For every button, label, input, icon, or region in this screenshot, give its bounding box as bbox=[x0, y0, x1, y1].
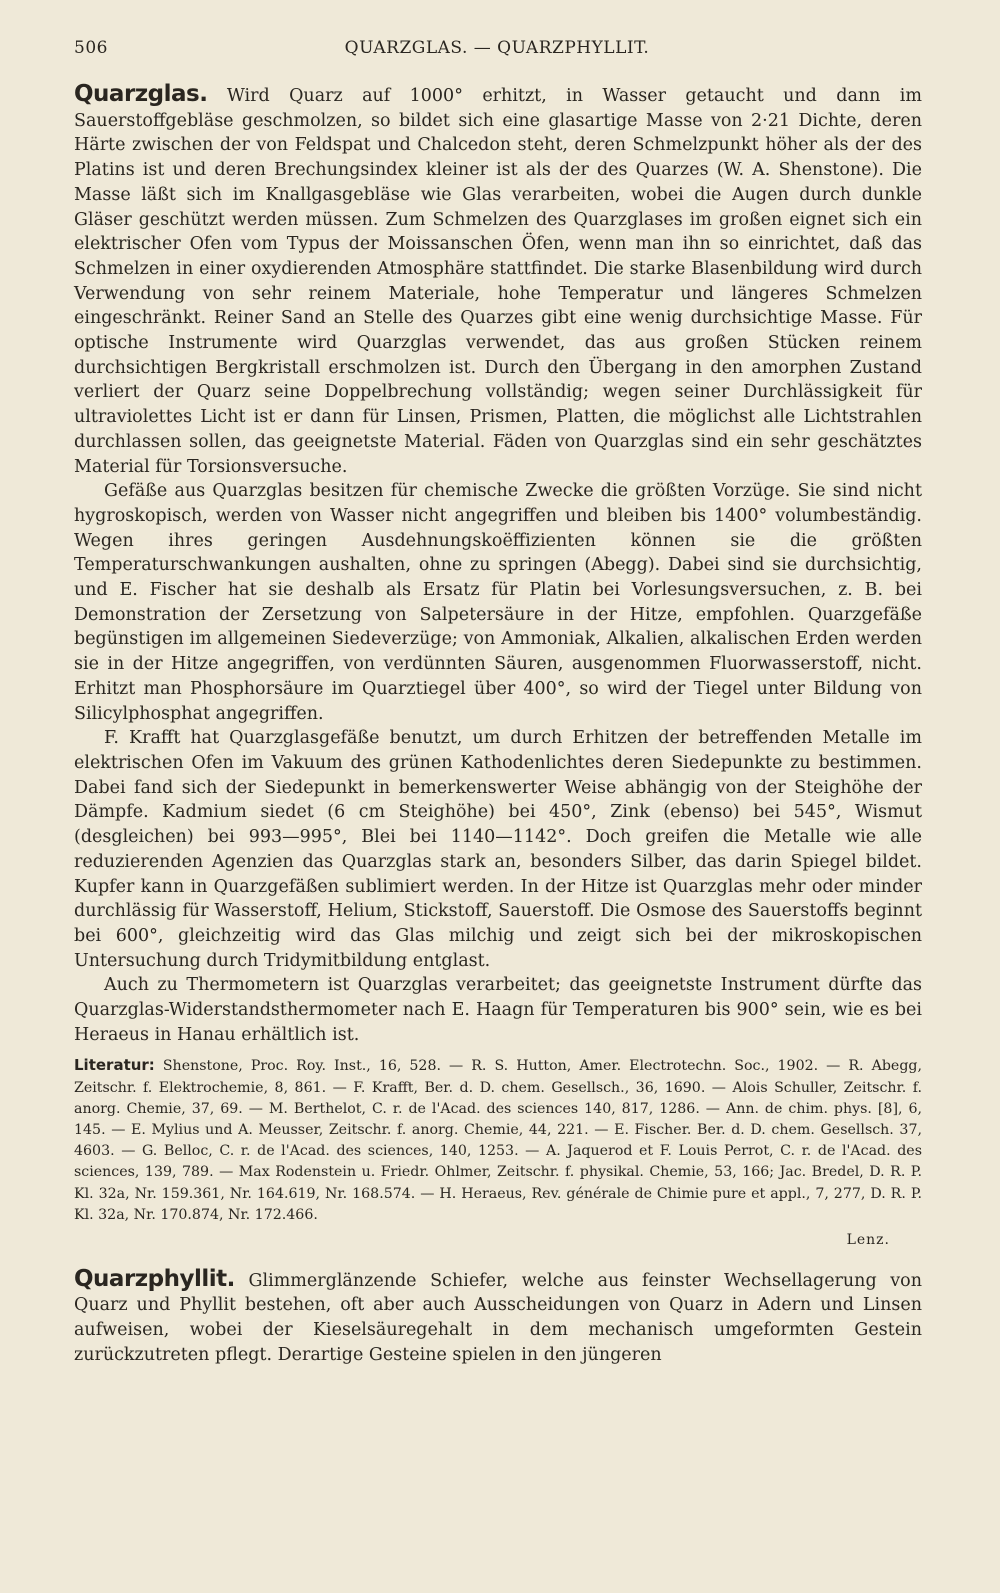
literature-references: Shenstone, Proc. Roy. Inst., 16, 528. — R. S. Hutton, Amer. Electrotechn. Soc., 1902. — R. Abegg, Zeitschr. f. Elektrochemie, 8, 861. — F. Krafft, Ber. d. D. chem. Gesellsch., 36, 1690. — Alois Schuller, Zeitschr. f. anorg. Chemie, 37, 69. — M. Berthelot, C. r. de l'Acad. des sciences 140, 817, 1286. — Ann. de chim. phys. [8], 6, 145. — E. Mylius und A. Meusser, Zeitschr. f. anorg. Chemie, 44, 221. — E. Fischer. Ber. d. D. chem. Gesellsch. 37, 4603. — G. Belloc, C. r. de l'Acad. des sciences, 140, 1253. — A. Jaquerod et F. Louis Perrot, C. r. de l'Acad. des sciences, 139, 789. — Max Rodenstein u. Friedr. Ohlmer, Zeitschr. f. physikal. Chemie, 53, 166; Jac. Bredel, D. R. P. Kl. 32a, Nr. 159.361, Nr. 164.619, Nr. 168.574. — H. Heraeus, Rev. générale de Chimie pure et appl., 7, 277, D. R. P. Kl. 32a, Nr. 170.874, Nr. 172.466. bbox=[74, 1058, 922, 1223]
running-title: QUARZGLAS. — QUARZPHYLLIT. bbox=[344, 38, 650, 58]
author-signature: Lenz. bbox=[846, 1232, 890, 1249]
paragraph: Auch zu Thermometern ist Quarzglas verarbeitet; das geeignetste Instrument dürfte das Quarzglas-Widerstandsthermometer nach E. Haagn für Temperaturen bis 900° sein, wie es bei Heraeus in Hanau erhältlich ist. bbox=[74, 975, 922, 1045]
entry-heading: Quarzphyllit. bbox=[74, 1265, 235, 1292]
literature-label: Literatur: bbox=[74, 1056, 155, 1075]
running-header bbox=[74, 38, 920, 68]
paragraph bbox=[74, 82, 922, 479]
literature-block bbox=[74, 1055, 922, 1226]
paragraph: F. Krafft hat Quarzglasgefäße benutzt, um durch Erhitzen der betreffenden Metalle im elektrischen Ofen im Vakuum des grünen Kathodenlichtes deren Siedepunkte zu bestimmen. Dabei fand sich der Siedepunkt in bemerkenswerter Weise abhängig von der Steighöhe der Dämpfe. Kadmium siedet (6 cm Steighöhe) bei 450°, Zink (ebenso) bei 545°, Wismut (desgleichen) bei 993—995°, Blei bei 1140—1142°. Doch greifen die Metalle wie alle reduzierenden Agenzien das Quarzglas stark an, besonders Silber, das darin Spiegel bildet. Kupfer kann in Quarzgefäßen sublimiert werden. In der Hitze ist Quarzglas mehr oder minder durchlässig für Wasserstoff, Helium, Stickstoff, Sauerstoff. Die Osmose des Sauerstoffs beginnt bei 600°, gleichzeitig wird das Glas milchig und zeigt sich bei der mikroskopischen Untersuchung durch Tridymitbildung entglast. bbox=[74, 728, 922, 971]
entry-quarzphyllit bbox=[74, 1267, 922, 1368]
paragraph-text: Glimmerglänzende Schiefer, welche aus feinster Wechsellagerung von Quarz und Phyllit bestehen, oft aber auch Ausscheidungen von Quarz in Adern und Linsen aufweisen, wobei der Kieselsäuregehalt in dem mechanisch umgeformten Gestein zurückzutreten pflegt. Derartige Gesteine spielen in den jüngeren bbox=[74, 1270, 922, 1365]
page-body bbox=[74, 82, 922, 1368]
paragraph-text: Wird Quarz auf 1000° erhitzt, in Wasser getaucht und dann im Sauerstoffgebläse geschmolzen, so bildet sich eine glasartige Masse von 2·21 Dichte, deren Härte zwischen der von Feldspat und Chalcedon steht, deren Schmelzpunkt höher als der des Platins ist und deren Brechungsindex kleiner ist als der des Quarzes (W. A. Shenstone). Die Masse läßt sich im Knallgasgebläse wie Glas verarbeiten, wobei die Augen durch dunkle Gläser geschützt werden müssen. Zum Schmelzen des Quarzglases im großen eignet sich ein elektrischer Ofen vom Typus der Moissanschen Öfen, wenn man ihn so einrichtet, daß das Schmelzen in einer oxydierenden Atmosphäre stattfindet. Die starke Blasenbildung wird durch Verwendung von sehr reinem Materiale, hohe Temperatur und längeres Schmelzen eingeschränkt. Reiner Sand an Stelle des Quarzes gibt eine wenig durchsichtige Masse. Für optische Instrumente wird Quarzglas verwendet, das aus großen Stücken reinem durchsichtigen Bergkristall erschmolzen ist. Durch den Übergang in den amorphen Zustand verliert der Quarz seine Doppelbrechung vollständig; wegen seiner Durchlässigkeit für ultraviolettes Licht ist er dann für Linsen, Prismen, Platten, die möglichst alle Lichtstrahlen durchlassen sollen, das geeignetste Material. Fäden von Quarzglas sind ein sehr geschätztes Material für Torsionsversuche. bbox=[74, 86, 922, 477]
page-number: 506 bbox=[74, 38, 108, 58]
paragraph bbox=[74, 1267, 922, 1368]
entry-quarzglas bbox=[74, 82, 922, 1253]
paragraph: Gefäße aus Quarzglas besitzen für chemische Zwecke die größten Vorzüge. Sie sind nicht hygroskopisch, werden von Wasser nicht angegriffen und bleiben bis 1400° volumbeständig. Wegen ihres geringen Ausdehnungskoëffizienten können sie die größten Temperaturschwankungen aushalten, ohne zu springen (Abegg). Dabei sind sie durchsichtig, und E. Fischer hat sie deshalb als Ersatz für Platin bei Vorlesungsversuchen, z. B. bei Demonstration der Zersetzung von Salpetersäure in der Hitze, empfohlen. Quarzgefäße begünstigen im allgemeinen Siedeverzüge; von Ammoniak, Alkalien, alkalischen Erden werden sie in der Hitze angegriffen, von verdünnten Säuren, ausgenommen Fluorwasserstoff, nicht. Erhitzt man Phosphorsäure im Quarztiegel über 400°, so wird der Tiegel unter Bildung von Silicylphosphat angegriffen. bbox=[74, 481, 922, 724]
entry-heading: Quarzglas. bbox=[74, 81, 208, 107]
